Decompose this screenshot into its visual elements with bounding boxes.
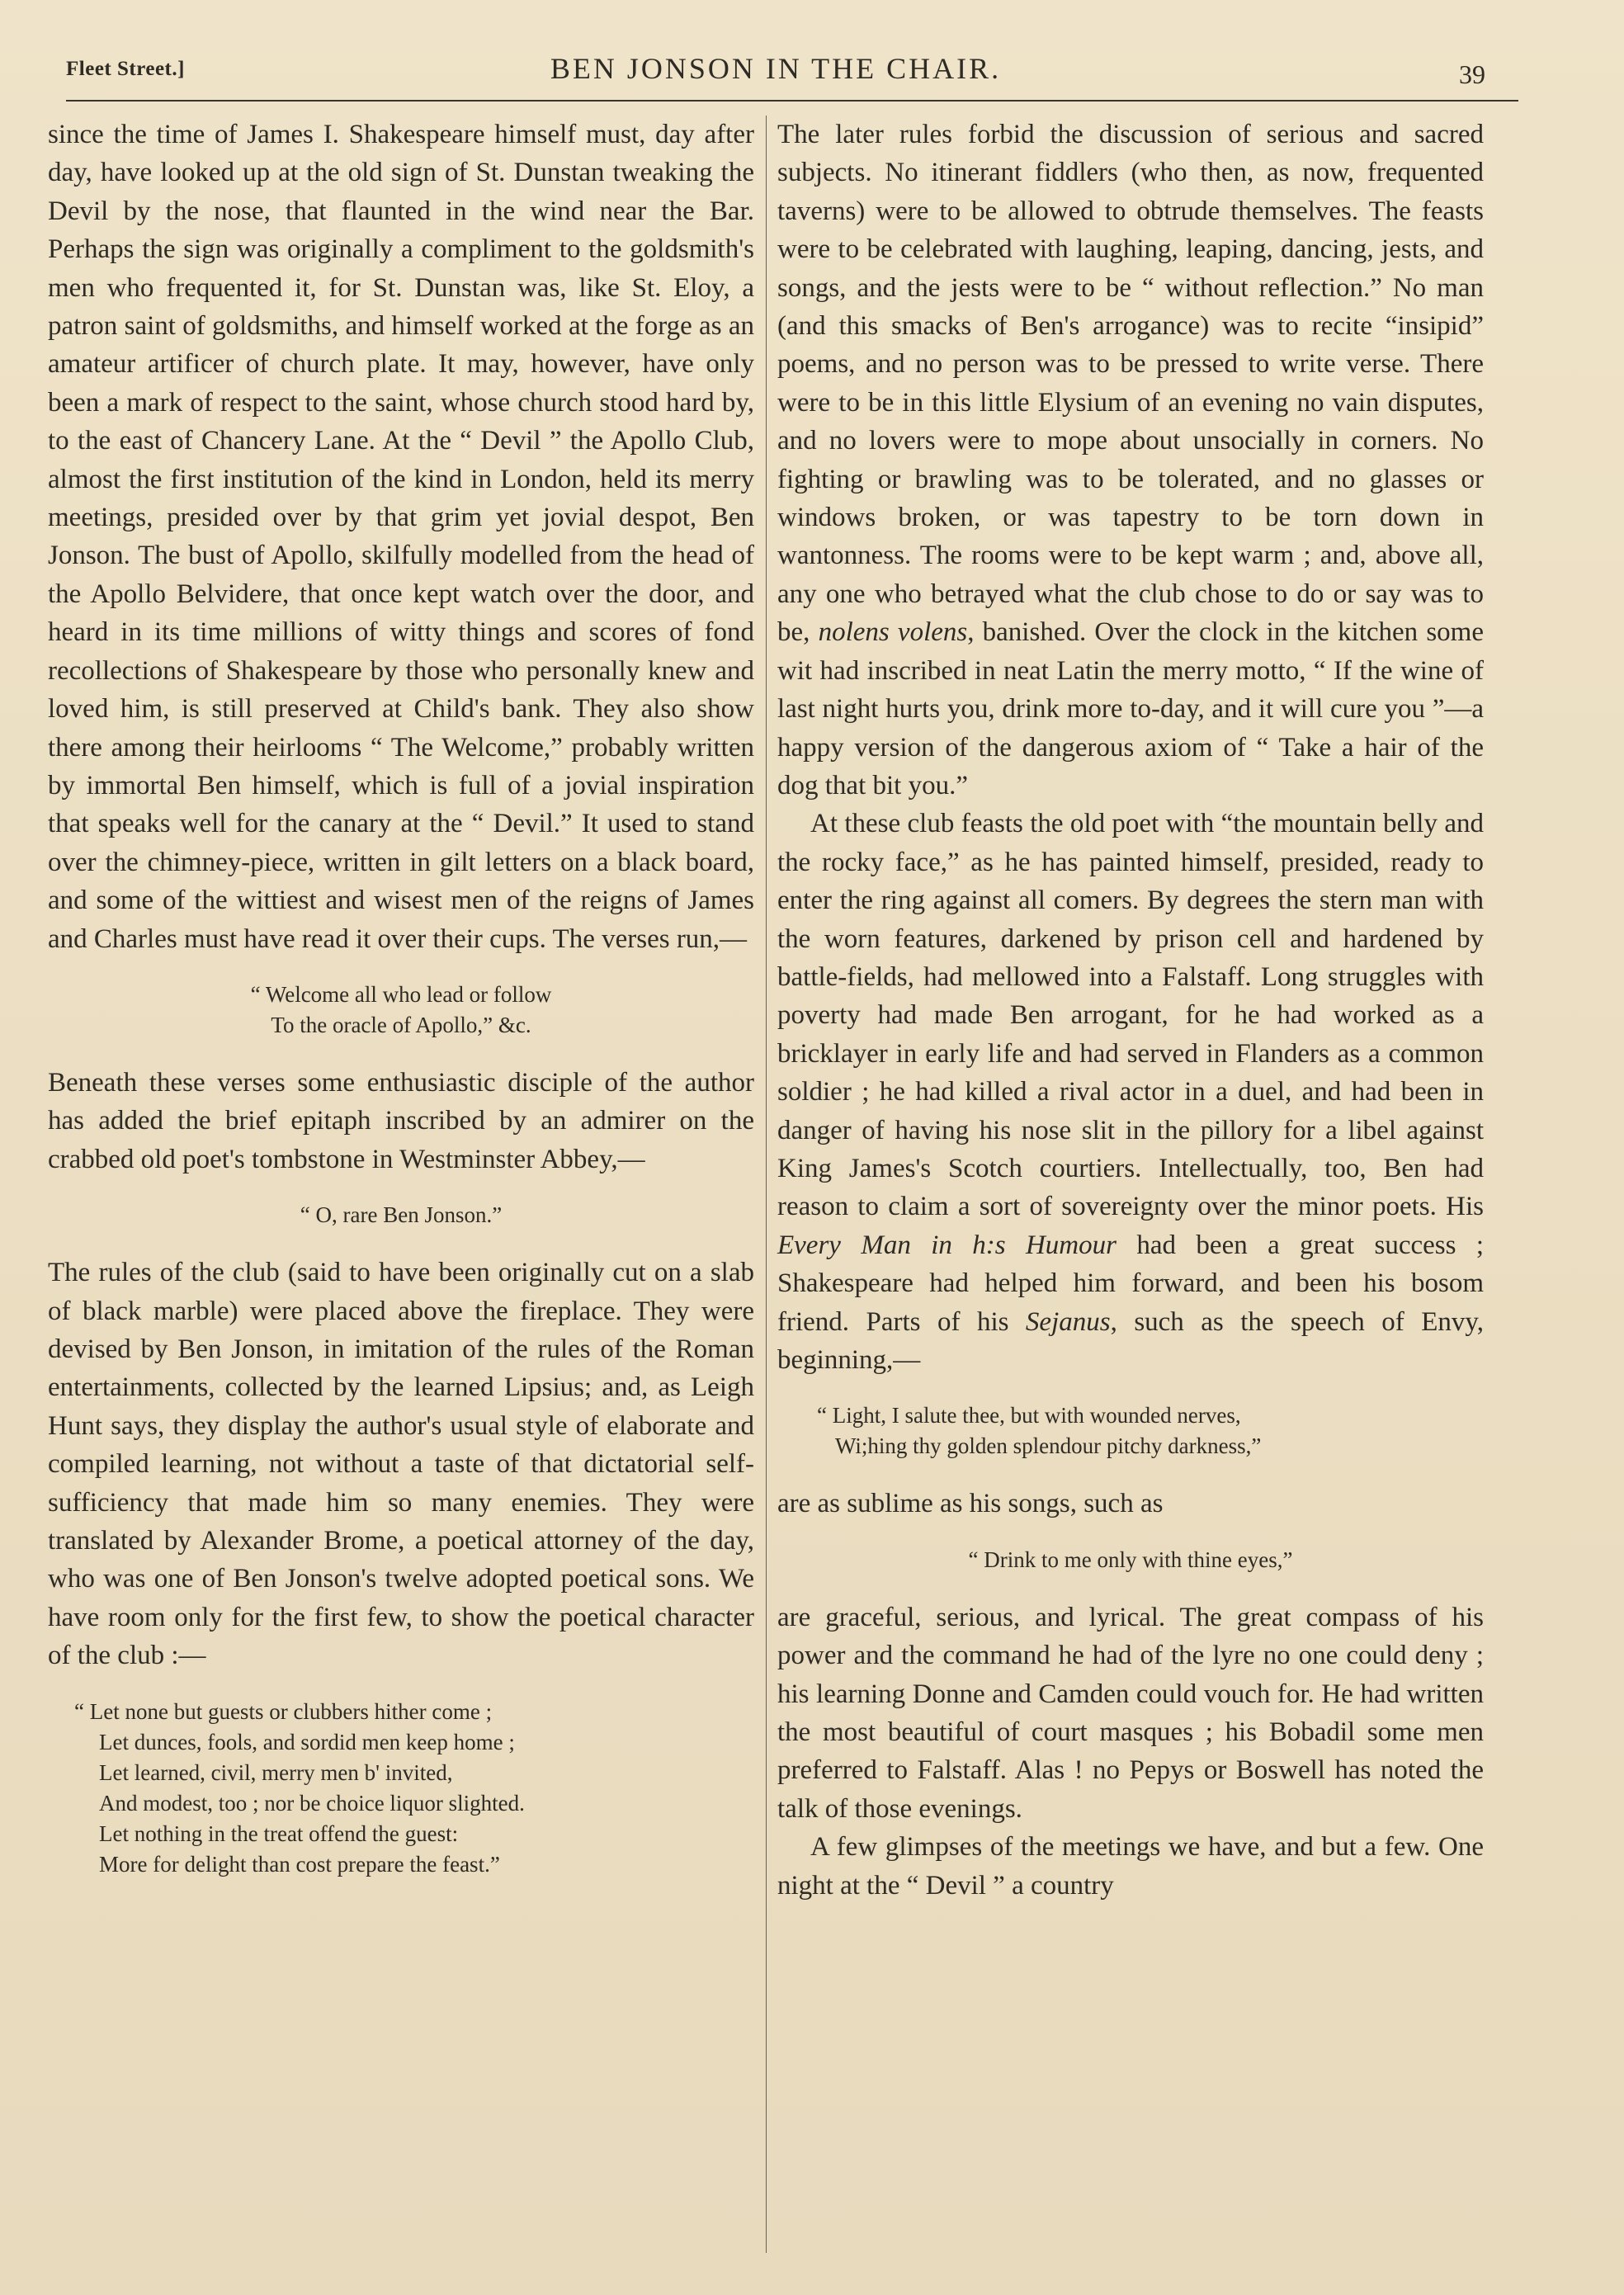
text-run: , banished. Over the clock in the kitchen some wit had inscribed in neat Latin the merry motto, “ If the wine of last night hurts you, drink more to-day, and it will cure you ”—a happy version of the dangerous axiom of “ Take a hair of the dog that bit you.” bbox=[777, 617, 1484, 800]
paragraph: The rules of the club (said to have been originally cut on a slab of black marble) were placed above the fireplace. They were devised by Ben Jonson, in imitation of the rules of the Roman entertainments, collected by the learned Lipsius; and, as Leigh Hunt says, they display the author's usual style of elaborate and compiled learning, not without a taste of that dictatorial self-sufficiency that made him so many enemies. They were translated by Alexander Brome, a poetical attorney of the day, who was one of Ben Jonson's twelve adopted poetical sons. We have room only for the first few, to show the poetical character of the club :— bbox=[48, 1258, 754, 1671]
text-run: , such as the speech of Envy, beginning,— bbox=[777, 1306, 1484, 1375]
verse-line: “ O, rare Ben Jonson.” bbox=[300, 1202, 503, 1228]
verse-line: More for delight than cost prepare the feast.” bbox=[99, 1851, 500, 1877]
verse-line: Let learned, civil, merry men b' invited, bbox=[99, 1759, 453, 1785]
paragraph bbox=[777, 805, 1484, 1379]
verse-line: Wi;hing thy golden splendour pitchy darkness,” bbox=[835, 1433, 1262, 1459]
page-number: 39 bbox=[1459, 59, 1485, 89]
text-run: At these club feasts the old poet with “the mountain belly and the rocky face,” as he has painted himself, presided, ready to enter the ring against all comers. By degrees the stern man with the worn features, darkened by prison cell and hardened by battle-fields, had mellowed into a Falstaff. Long struggles with poverty had made Ben arrogant, for he had worked as a bricklayer in early life and had served in Flanders as a common soldier ; he had killed a rival actor in a duel, and had been in danger of having his nose slit in the pillory for a libel against King James's Scotch courtiers. Intellectually, too, Ben had reason to claim a sort of sovereignty over the minor poets. His bbox=[777, 809, 1484, 1222]
verse-sejanus bbox=[777, 1400, 1484, 1462]
right-column bbox=[777, 116, 1484, 1905]
verse-line: Let nothing in the treat offend the guest: bbox=[99, 1820, 459, 1846]
column-divider bbox=[766, 116, 767, 2253]
verse-drink-to-me bbox=[777, 1545, 1484, 1575]
text-run: had been a great success ; Shakespeare had helped him forward, and been his bosom friend. Parts of his bbox=[777, 1230, 1485, 1337]
paragraph: are as sublime as his songs, such as bbox=[777, 1489, 1164, 1519]
verse-welcome bbox=[48, 980, 754, 1041]
paragraph: since the time of James I. Shakespeare himself must, day after day, have looked up at the old sign of St. Dunstan tweaking the Devil by the nose, that flaunted in the wind near the Bar. Perhaps the sign was originally a compliment to the goldsmith's men who frequented it, for St. Dunstan was, like St. Eloy, a patron saint of goldsmiths, and himself worked at the forge as an amateur artificer of church plate. It may, however, have only been a mark of respect to the saint, whose church stood hard by, to the east of Chancery Lane. At the “ Devil ” the Apollo Club, almost the first institution of the kind in London, held its merry meetings, presided over by that grim yet jovial despot, Ben Jonson. The bust of Apollo, skilfully modelled from the head of the Apollo Belvidere, that once kept watch over the door, and heard in its time millions of witty things and scores of fond recollections of Shakespeare by those who personally knew and loved him, is still preserved at Child's bank. They also show there among their heirlooms “ The Welcome,” probably written by immortal Ben himself, which is full of a jovial inspiration that speaks well for the canary at the “ Devil.” It used to stand over the chimney-piece, written in gilt letters on a black board, and some of the wittiest and wisest men of the reigns of James and Charles must have read it over their cups. The verses run,— bbox=[48, 120, 754, 954]
italic-text: Every Man in h:s Humour bbox=[777, 1230, 1116, 1260]
paragraph bbox=[777, 116, 1484, 805]
left-column bbox=[48, 116, 754, 1903]
verse-line: “ Drink to me only with thine eyes,” bbox=[968, 1547, 1293, 1572]
italic-text: nolens volens bbox=[818, 617, 968, 648]
verse-line: “ Let none but guests or clubbers hither come ; bbox=[74, 1698, 493, 1724]
page-header bbox=[66, 51, 1485, 101]
text-run: The later rules forbid the discussion of serious and sacred subjects. No itinerant fiddlers (who then, as now, frequented taverns) were to be allowed to obtrude themselves. The feasts were to be celebrated with laughing, leaping, dancing, jests, and songs, and the jests were to be “ without reflection.” No man (and this smacks of Ben's arrogance) was to recite “insipid” poems, and no person was to be pressed to write verse. There were to be in this little Elysium of an evening no vain disputes, and no lovers were to mope about unsocially in corners. No fighting or brawling was to be tolerated, and no glasses or windows broken, or was tapestry to be torn down in wantonness. The rooms were to be kept warm ; and, above all, any one who betrayed what the club chose to do or say was to be, bbox=[777, 120, 1484, 648]
paragraph: Beneath these verses some enthusiastic disciple of the author has added the brief epitaph inscribed by an admirer on the crabbed old poet's tombstone in Westminster Abbey,— bbox=[48, 1067, 754, 1174]
paragraph: A few glimpses of the meetings we have, and but a few. One night at the “ Devil ” a country bbox=[777, 1832, 1484, 1901]
verse-line: “ Welcome all who lead or follow bbox=[250, 981, 552, 1007]
verse-line: “ Light, I salute thee, but with wounded nerves, bbox=[817, 1403, 1241, 1428]
running-head-title: BEN JONSON IN THE CHAIR. bbox=[550, 52, 1002, 85]
italic-text: Sejanus bbox=[1025, 1306, 1111, 1337]
verse-line: And modest, too ; nor be choice liquor slighted. bbox=[99, 1790, 525, 1816]
header-rule bbox=[66, 100, 1518, 102]
running-head-location: Fleet Street.] bbox=[66, 58, 185, 80]
paragraph: are graceful, serious, and lyrical. The great compass of his power and the command he had of the lyre no one could deny ; his learning Donne and Camden could vouch for. He had written the most beautiful of court masques ; his Bobadil some men preferred to Falstaff. Alas ! no Pepys or Boswell has noted the talk of those evenings. bbox=[777, 1602, 1484, 1824]
verse-line: Let dunces, fools, and sordid men keep home ; bbox=[99, 1729, 515, 1754]
verse-line: To the oracle of Apollo,” &c. bbox=[271, 1012, 531, 1037]
verse-club-rules bbox=[48, 1697, 754, 1880]
verse-epitaph bbox=[48, 1200, 754, 1230]
